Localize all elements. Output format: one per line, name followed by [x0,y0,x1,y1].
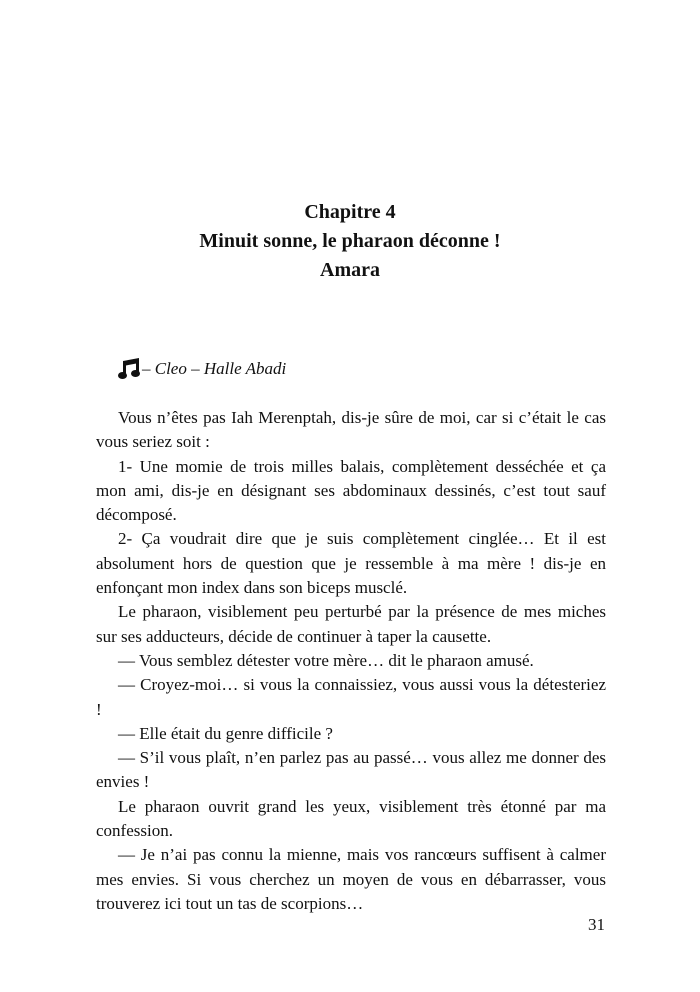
chapter-title: Minuit sonne, le pharaon déconne ! [199,230,501,252]
music-track: – Cleo – Halle Abadi [142,359,287,378]
paragraph: — Elle était du genre difficile ? [118,723,333,743]
chapter-number: Chapitre 4 [304,201,396,223]
paragraph: 1- Une momie de trois milles balais, complètement desséchée et ça mon ami, dis-je en désignant ses abdominaux dessinés, c’est tout sauf décomposé. [96,456,606,525]
paragraph: — S’il vous plaît, n’en parlez pas au passé… vous allez me donner des envies ! [96,748,606,792]
chapter-narrator: Amara [320,259,380,281]
music-note-icon [118,358,142,380]
page-number: 31 [588,915,605,934]
music-reference [118,358,286,380]
paragraph: — Je n’ai pas connu la mienne, mais vos rancœurs suffisent à calmer mes envies. Si vous cherchez un moyen de vous en débarrasser, vous trouverez ici tout un tas de scorpions… [96,845,606,913]
paragraph: Vous n’êtes pas Iah Merenptah, dis-je sûre de moi, car si c’était le cas vous seriez soit : [96,408,606,452]
paragraph: Le pharaon ouvrit grand les yeux, visiblement très étonné par ma confession. [96,796,606,841]
paragraph: — Vous semblez détester votre mère… dit le pharaon amusé. [118,650,534,670]
paragraph: Le pharaon, visiblement peu perturbé par la présence de mes miches sur ses adducteurs, décide de continuer à taper la causette. [96,602,606,646]
body-text [96,406,606,916]
paragraph: — Croyez-moi… si vous la connaissiez, vous aussi vous la détesteriez ! [96,675,606,719]
paragraph: 2- Ça voudrait dire que je suis complètement cinglée… Et il est absolument hors de question que je ressemble à ma mère ! dis-je en enfonçant mon index dans son biceps musclé. [96,529,606,598]
chapter-heading [0,198,700,285]
